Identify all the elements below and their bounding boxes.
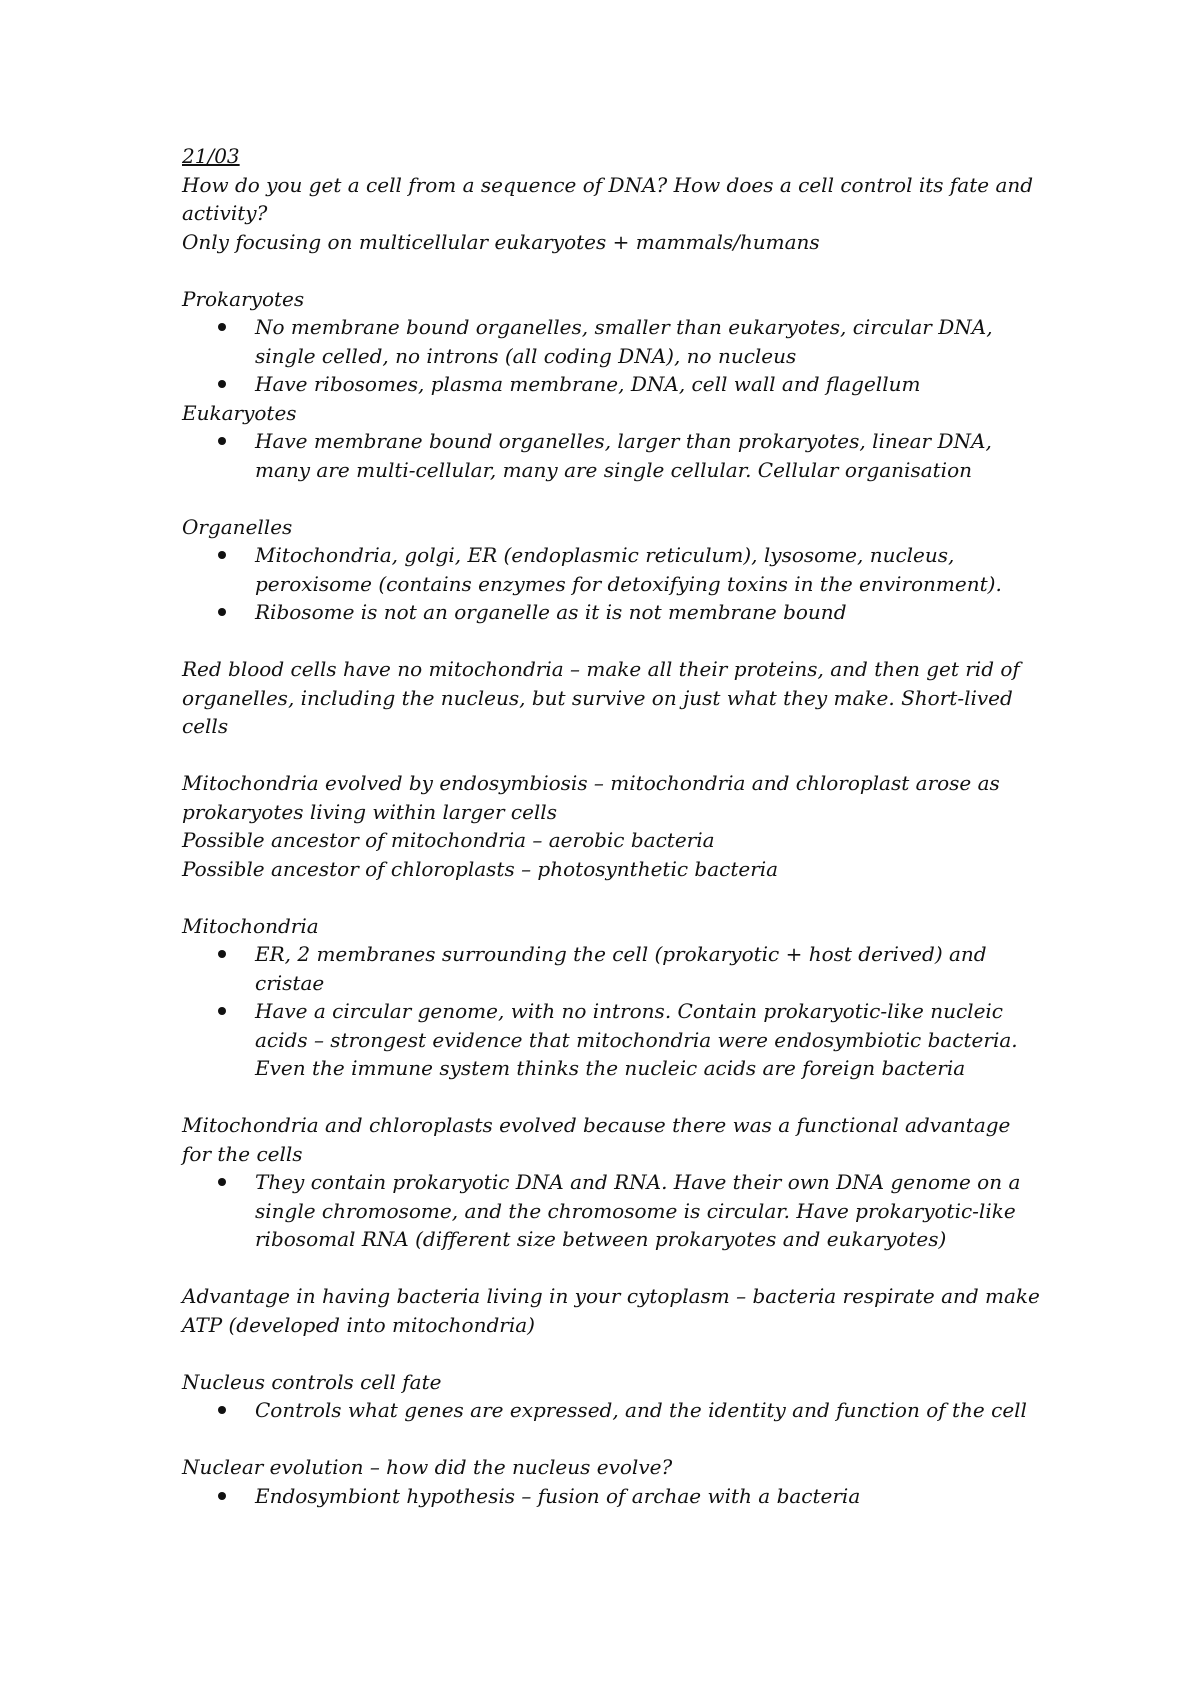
- spacer: [182, 256, 1042, 285]
- chloroplast-ancestor: Possible ancestor of chloroplasts – photosynthetic bacteria: [182, 856, 779, 881]
- spacer: [182, 741, 1042, 770]
- list-item: Endosymbiont hypothesis – fusion of archae with a bacteria: [182, 1482, 1042, 1511]
- functional-advantage-list: [182, 1168, 1042, 1254]
- advantage-bacteria-paragraph: Advantage in having bacteria living in your cytoplasm – bacteria respirate and make ATP (developed into mitochondria): [182, 1284, 1040, 1337]
- nucleus-heading: Nucleus controls cell fate: [182, 1369, 442, 1394]
- list-item: They contain prokaryotic DNA and RNA. Have their own DNA genome on a single chromosome, and the chromosome is circular. Have prokaryotic-like ribosomal RNA (different size between prokaryotes and eukaryotes): [182, 1168, 1042, 1254]
- list-item: Have membrane bound organelles, larger than prokaryotes, linear DNA, many are multi-cellular, many are single cellular. Cellular organisation: [182, 427, 1042, 484]
- prokaryotes-heading: Prokaryotes: [182, 286, 305, 311]
- list-item: Mitochondria, golgi, ER (endoplasmic reticulum), lysosome, nucleus, peroxisome (contains enzymes for detoxifying toxins in the environment).: [182, 541, 1042, 598]
- date-heading: 21/03: [182, 144, 240, 168]
- nucleus-list: [182, 1396, 1042, 1425]
- functional-advantage-heading: Mitochondria and chloroplasts evolved because there was a functional advantage for the cells: [182, 1113, 1011, 1166]
- document-page: [182, 142, 1042, 1510]
- prokaryotes-list: [182, 313, 1042, 399]
- list-item: No membrane bound organelles, smaller than eukaryotes, circular DNA, single celled, no introns (all coding DNA), no nucleus: [182, 313, 1042, 370]
- spacer: [182, 1425, 1042, 1454]
- intro-question: How do you get a cell from a sequence of DNA? How does a cell control its fate and activity?: [182, 172, 1034, 225]
- list-item: Have ribosomes, plasma membrane, DNA, cell wall and flagellum: [182, 370, 1042, 399]
- list-item: ER, 2 membranes surrounding the cell (prokaryotic + host derived) and cristae: [182, 940, 1042, 997]
- organelles-list: [182, 541, 1042, 627]
- spacer: [182, 1083, 1042, 1112]
- mitochondria-list: [182, 940, 1042, 1083]
- list-item: Have a circular genome, with no introns. Contain prokaryotic-like nucleic acids – strongest evidence that mitochondria were endosymbiotic bacteria. Even the immune system thinks the nucleic acids are foreign bacteria: [182, 997, 1042, 1083]
- mitochondria-ancestor: Possible ancestor of mitochondria – aerobic bacteria: [182, 828, 715, 852]
- intro-scope: Only focusing on multicellular eukaryotes + mammals/humans: [182, 229, 820, 254]
- mitochondria-heading: Mitochondria: [182, 913, 319, 938]
- nuclear-evolution-list: [182, 1482, 1042, 1511]
- red-blood-cells-paragraph: Red blood cells have no mitochondria – make all their proteins, and then get rid of organelles, including the nucleus, but survive on just what they make. Short-lived cells: [182, 657, 1020, 738]
- eukaryotes-heading: Eukaryotes: [182, 400, 297, 425]
- eukaryotes-list: [182, 427, 1042, 484]
- spacer: [182, 484, 1042, 513]
- list-item: Ribosome is not an organelle as it is not membrane bound: [182, 598, 1042, 627]
- spacer: [182, 1339, 1042, 1368]
- organelles-heading: Organelles: [182, 514, 293, 539]
- spacer: [182, 1254, 1042, 1283]
- list-item: Controls what genes are expressed, and the identity and function of the cell: [182, 1396, 1042, 1425]
- spacer: [182, 627, 1042, 656]
- nuclear-evolution-heading: Nuclear evolution – how did the nucleus evolve?: [182, 1455, 673, 1479]
- endosymbiosis-paragraph: Mitochondria evolved by endosymbiosis – mitochondria and chloroplast arose as prokaryotes living within larger cells: [182, 771, 1000, 824]
- spacer: [182, 883, 1042, 912]
